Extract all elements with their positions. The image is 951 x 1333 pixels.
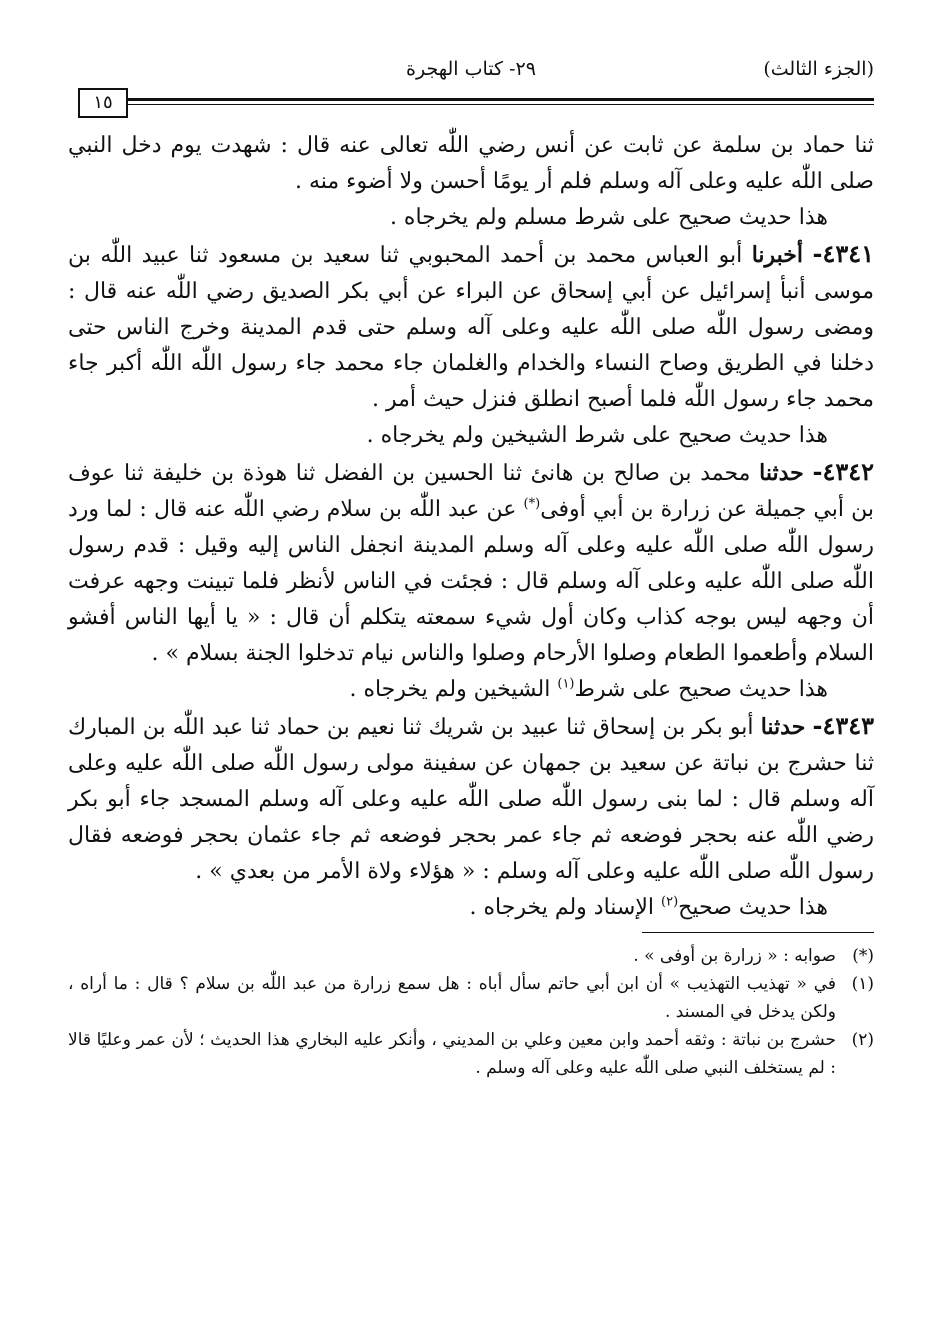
footnote-text: صوابه : « زرارة بن أوفى » . (633, 946, 836, 966)
verdict-text: هذا حديث صحيح على شرط (574, 677, 828, 702)
hadith-number: ٤٣٤٢- (812, 457, 874, 486)
hadith-lead-word: أخبرنا (751, 242, 804, 268)
hadith-text: أبو بكر بن إسحاق ثنا عبيد بن شريك ثنا نعيم بن حماد ثنا عبد اللّٰه بن المبارك ثنا حشرج بن نباتة عن سعيد بن جمهان عن سفينة مولى رسول اللّٰه صلى اللّٰه عليه وعلى آله وسلم قال : لما بنى رسول اللّٰه صلى اللّٰه عليه وعلى آله وسلم المسجد جاء أبو بكر رضي اللّٰه عنه بحجر فوضعه ثم جاء عمر بحجر فوضعه ثم جاء عثمان بحجر فوضعه فقال رسول اللّٰه صلى اللّٰه عليه وعلى آله وسلم : « هؤلاء ولاة الأمر من بعدي » . (68, 715, 874, 884)
verdict: هذا حديث صحيح على شرط الشيخين ولم يخرجاه . (366, 423, 828, 448)
footnote-mark: (٢) (851, 1030, 874, 1050)
footnote-ref[interactable]: (٢) (661, 894, 679, 910)
hadith-lead-word: حدثنا (759, 460, 804, 486)
page-number: ١٥ (78, 88, 128, 118)
hadith-4341 (68, 236, 874, 418)
verdict-text: الإسناد ولم يخرجاه . (469, 895, 655, 920)
header-rule-thick (126, 98, 874, 101)
footnote-text: في « تهذيب التهذيب » أن ابن أبي حاتم سأل أباه : هل سمع زرارة من عبد اللّٰه بن سلام ؟ قال : ما أراه ، ولكن يدخل في المسند . (68, 974, 836, 1022)
footnote-mark: (*) (852, 946, 874, 966)
volume-label: (الجزء الثالث) (763, 58, 874, 80)
footnote (68, 970, 874, 1026)
verdict: هذا حديث صحيح على شرط مسلم ولم يخرجاه . (389, 205, 828, 230)
verdict (68, 672, 874, 708)
footnote (68, 1026, 874, 1082)
hadith-4343 (68, 708, 874, 890)
header-rule (68, 88, 874, 122)
header-rule-thin (126, 104, 874, 105)
verdict (68, 890, 874, 926)
verdict-text: الشيخين ولم يخرجاه . (349, 677, 551, 702)
hadith-text: أبو العباس محمد بن أحمد المحبوبي ثنا سعيد بن مسعود ثنا عبيد اللّٰه بن موسى أنبأ إسرائيل عن أبي إسحاق عن البراء عن أبي بكر الصديق رضي اللّٰه عنه قال : ومضى رسول اللّٰه صلى اللّٰه عليه وعلى آله وسلم حتى قدم المدينة وخرج الناس حتى دخلنا في الطريق وصاح النساء والخدام والغلمان جاء محمد جاء رسول اللّٰه اللّٰه أكبر جاء محمد جاء رسول اللّٰه فلما أصبح انطلق فنزل حيث أمر . (68, 243, 874, 412)
hadith-number: ٤٣٤٣- (812, 711, 875, 740)
footnote (68, 942, 874, 970)
hadith-4342 (68, 454, 874, 672)
book-title: ٢٩- كتاب الهجرة (406, 58, 536, 80)
hadith-lead-word: حدثنا (760, 714, 806, 740)
main-text (68, 128, 874, 926)
running-head (68, 58, 874, 88)
footnote-rule (642, 932, 874, 933)
footnote-text: حشرج بن نباتة : وثقه أحمد وابن معين وعلي بن المديني ، وأنكر عليه البخاري هذا الحديث ؛ لأن عمر وعليًا قالا : لم يستخلف النبي صلى اللّٰه عليه وعلى آله وسلم . (68, 1030, 836, 1078)
page (68, 58, 874, 1082)
hadith-text: محمد بن صالح بن هانئ ثنا الحسين بن الفضل ثنا هوذة بن خليفة ثنا عوف بن أبي جميلة عن زرارة بن أبي أوفى (68, 461, 874, 522)
paragraph-continuation: ثنا حماد بن سلمة عن ثابت عن أنس رضي اللّٰه تعالى عنه قال : شهدت يوم دخل النبي صلى اللّٰه عليه وعلى آله وسلم فلم أر يومًا أحسن ولا أضوء منه . (68, 133, 874, 194)
footnote-ref[interactable]: (١) (557, 676, 575, 692)
footnotes (68, 942, 874, 1082)
footnote-separator (68, 926, 874, 942)
hadith-text: عن عبد اللّٰه بن سلام رضي اللّٰه عنه قال : لما ورد رسول اللّٰه صلى اللّٰه عليه وعلى آله وسلم المدينة انجفل الناس إليه وقيل : قدم رسول اللّٰه صلى اللّٰه عليه وعلى آله وسلم قال : فجئت في الناس لأنظر فلما تبينت وجهه عرفت أن وجهه ليس بوجه كذاب وكان أول شيء سمعته يتكلم أن قال : « يا أيها الناس أفشو السلام وأطعموا الطعام وصلوا الأرحام وصلوا والناس نيام تدخلوا الجنة بسلام » . (68, 497, 874, 666)
footnote-ref[interactable]: (*) (523, 496, 541, 512)
footnote-mark: (١) (851, 974, 874, 994)
hadith-number: ٤٣٤١- (812, 239, 875, 268)
verdict-text: هذا حديث صحيح (678, 895, 828, 920)
